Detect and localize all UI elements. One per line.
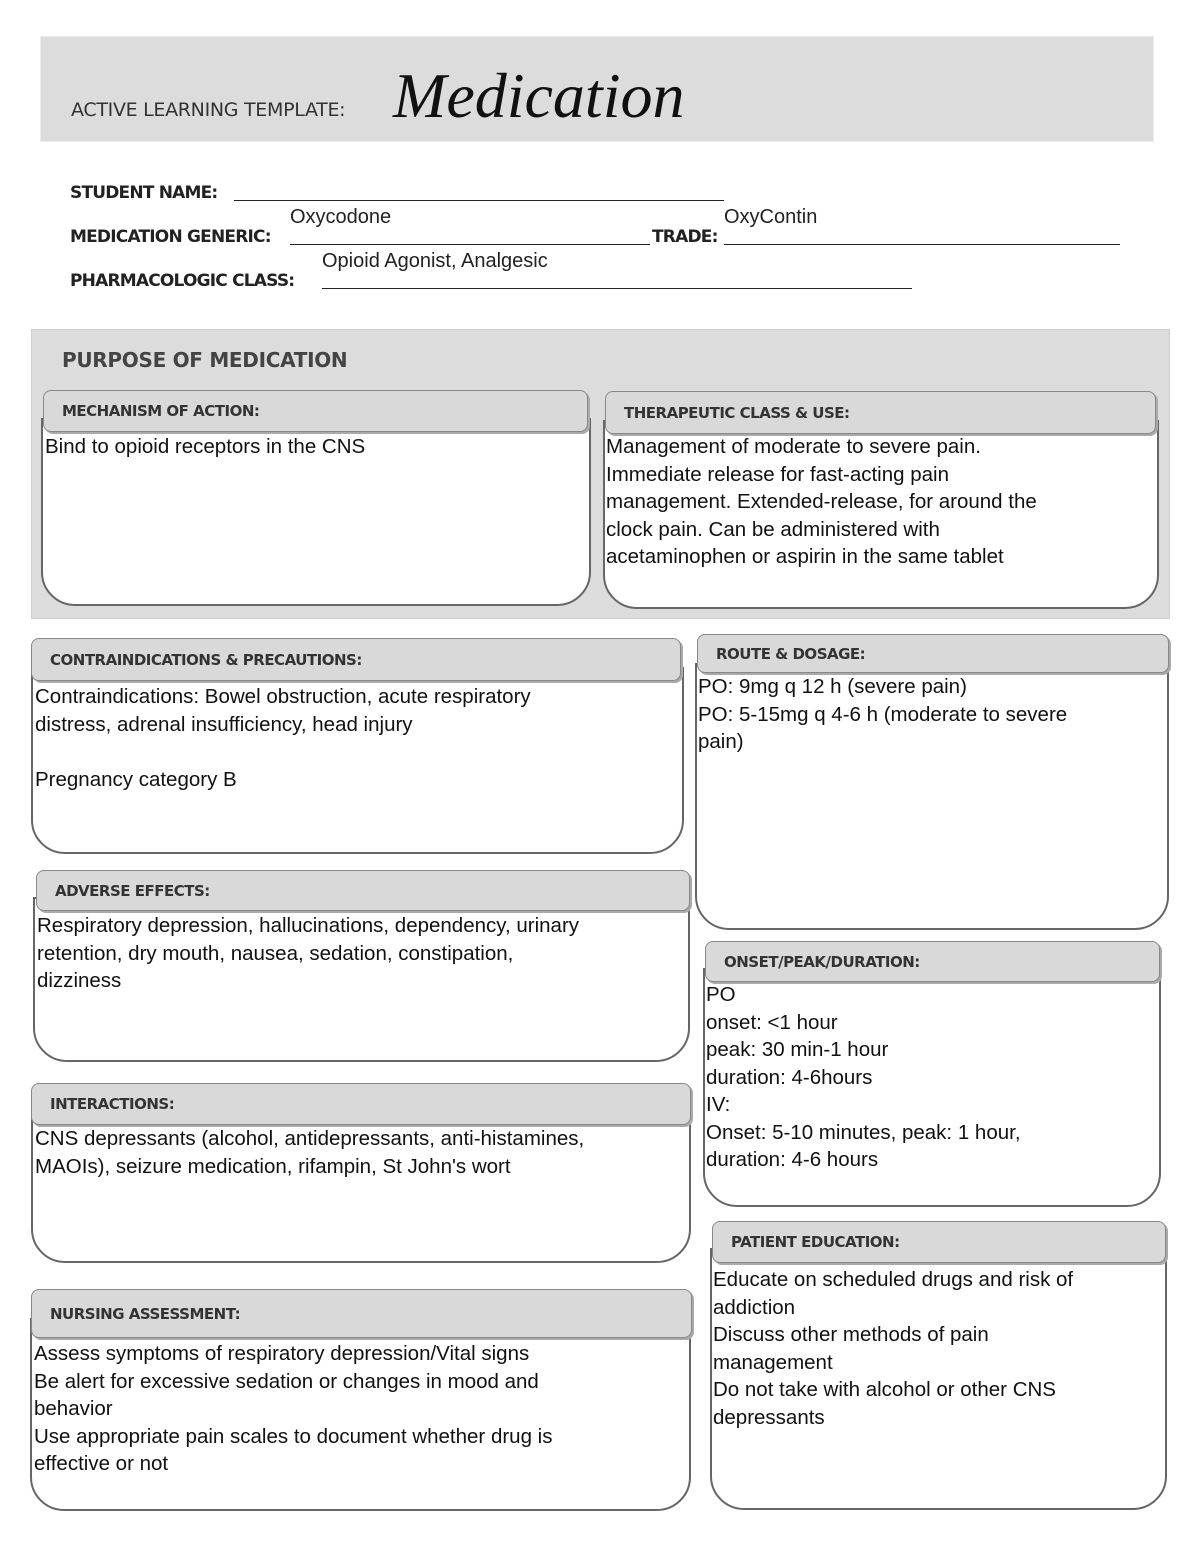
pharmacologic-class-line xyxy=(322,288,912,289)
onset-header: ONSET/PEAK/DURATION: xyxy=(705,941,1160,982)
generic-line xyxy=(290,244,650,245)
therapeutic-header: THERAPEUTIC CLASS & USE: xyxy=(605,391,1156,434)
trade-value[interactable]: OxyContin xyxy=(724,206,818,228)
pharmacologic-class-value[interactable]: Opioid Agonist, Analgesic xyxy=(322,250,548,272)
interactions-text: CNS depressants (alcohol, antidepressants, anti-histamines, MAOIs), seizure medication, rifampin, St John's wort xyxy=(35,1127,585,1178)
template-label: ACTIVE LEARNING TEMPLATE: xyxy=(71,99,346,121)
education-header: PATIENT EDUCATION: xyxy=(712,1221,1166,1263)
contraindications-text: Contraindications: Bowel obstruction, acute respiratory distress, adrenal insufficiency, head injury Pregnancy category B xyxy=(35,685,531,791)
title-banner xyxy=(40,36,1154,142)
onset-text: PO onset: <1 hour peak: 30 min-1 hour duration: 4-6hours IV: Onset: 5-10 minutes, peak: 1 hour, duration: 4-6 hours xyxy=(706,983,1021,1171)
adverse-header: ADVERSE EFFECTS: xyxy=(36,870,690,911)
trade-label: TRADE: xyxy=(652,227,718,247)
trade-line xyxy=(724,244,1120,245)
route-text: PO: 9mg q 12 h (severe pain) PO: 5-15mg q 4-6 h (moderate to severe pain) xyxy=(698,675,1068,753)
pharmacologic-class-label: PHARMACOLOGIC CLASS: xyxy=(70,271,295,291)
generic-value[interactable]: Oxycodone xyxy=(290,206,392,228)
mechanism-text: Bind to opioid receptors in the CNS xyxy=(45,435,366,458)
mechanism-header: MECHANISM OF ACTION: xyxy=(43,390,588,432)
purpose-title: PURPOSE OF MEDICATION xyxy=(62,348,348,372)
education-text: Educate on scheduled drugs and risk of addiction Discuss other methods of pain management Do not take with alcohol or other CNS depressants xyxy=(713,1268,1074,1429)
student-name-line xyxy=(234,200,724,201)
nursing-header: NURSING ASSESSMENT: xyxy=(31,1289,692,1338)
student-name-label: STUDENT NAME: xyxy=(70,183,218,203)
route-header: ROUTE & DOSAGE: xyxy=(697,634,1169,673)
therapeutic-text: Management of moderate to severe pain. Immediate release for fast-acting pain management. Extended-release, for around the clock pain. Can be administered with acetaminophen or aspirin in the same tablet xyxy=(606,435,1037,568)
generic-label: MEDICATION GENERIC: xyxy=(70,227,271,247)
contraindications-header: CONTRAINDICATIONS & PRECAUTIONS: xyxy=(31,638,681,681)
template-type-title: Medication xyxy=(393,60,685,131)
adverse-text: Respiratory depression, hallucinations, dependency, urinary retention, dry mouth, nausea, sedation, constipation, dizziness xyxy=(37,914,580,992)
interactions-header: INTERACTIONS: xyxy=(31,1083,691,1125)
nursing-text: Assess symptoms of respiratory depression/Vital signs Be alert for excessive sedation or changes in mood and behavior Use appropriate pain scales to document whether drug is effective or not xyxy=(34,1342,553,1475)
